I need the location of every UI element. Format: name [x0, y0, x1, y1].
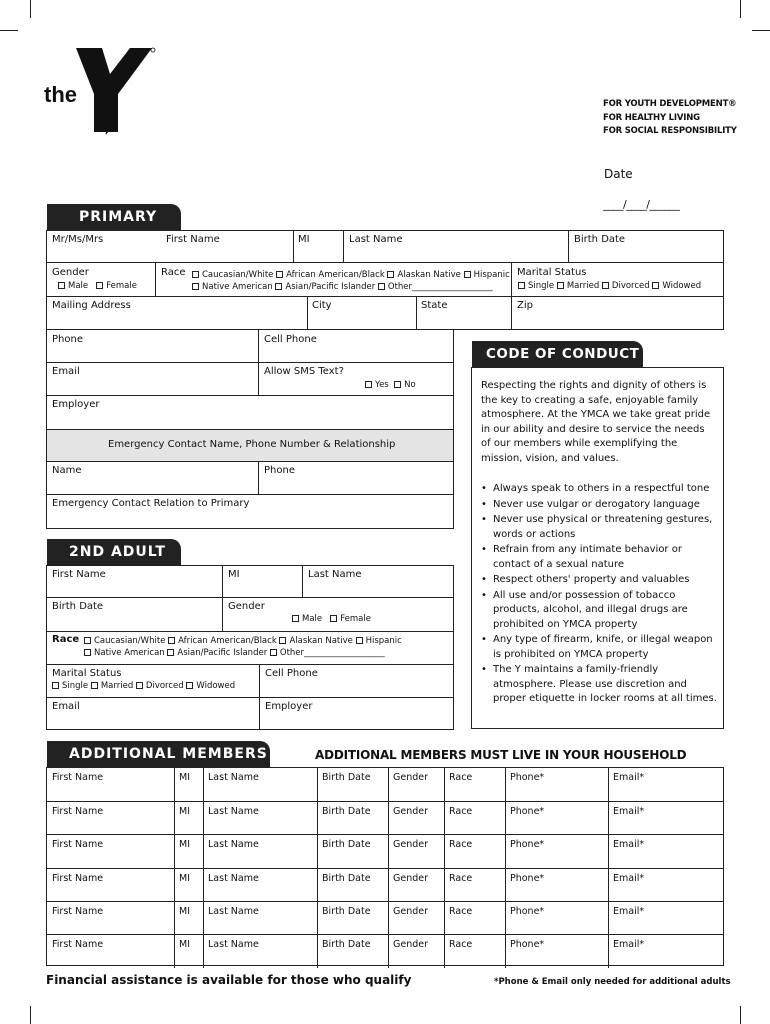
- birth-date-label: Birth Date: [574, 234, 626, 245]
- member-cell-label: Gender: [393, 806, 429, 818]
- male-checkbox[interactable]: [58, 282, 65, 289]
- crop-mark: [740, 1006, 741, 1024]
- additional-members-table: [46, 767, 724, 966]
- member-cell-label: Birth Date: [322, 905, 371, 917]
- divider: [317, 802, 318, 835]
- divider: [505, 802, 506, 835]
- code-of-conduct-rules: [481, 482, 719, 708]
- race-checkbox[interactable]: [356, 637, 363, 644]
- crop-mark: [740, 0, 741, 18]
- member-cell-label: Birth Date: [322, 839, 371, 851]
- race-options-line2: [192, 282, 493, 293]
- divider: [174, 869, 175, 902]
- divider: [174, 935, 175, 968]
- member-cell-label: MI: [179, 872, 190, 884]
- divider: [388, 869, 389, 902]
- divider: [203, 935, 204, 968]
- divider: [46, 664, 454, 665]
- primary-address-row: [46, 297, 724, 330]
- title-field-label: Mr/Ms/Mrs: [52, 234, 104, 245]
- female-checkbox[interactable]: [330, 615, 337, 622]
- state-label: State: [421, 300, 448, 311]
- member-row: [47, 768, 723, 801]
- date-label: Date: [604, 167, 633, 181]
- race-option: Caucasian/White: [94, 636, 166, 646]
- race-option: Caucasian/White: [202, 270, 274, 280]
- member-row: [47, 901, 723, 934]
- member-cell-label: Race: [449, 772, 473, 783]
- divider: [317, 869, 318, 902]
- member-cell-label: First Name: [52, 905, 104, 917]
- member-cell-label: MI: [179, 806, 190, 818]
- member-cell-label: Birth Date: [322, 939, 371, 950]
- divider: [203, 869, 204, 902]
- member-cell-label: Gender: [393, 839, 429, 851]
- divider: [174, 802, 175, 835]
- race-option: Native American: [94, 648, 165, 658]
- female-checkbox[interactable]: [96, 282, 103, 289]
- member-cell-label: Phone*: [510, 839, 545, 851]
- male-checkbox[interactable]: [292, 615, 299, 622]
- divider: [46, 697, 454, 698]
- race-option: Hispanic: [365, 636, 402, 646]
- adult2-gender-label: Gender: [228, 601, 265, 612]
- race-checkbox[interactable]: [275, 283, 282, 290]
- adult2-gender-options: [292, 614, 371, 625]
- no-label: No: [404, 380, 416, 390]
- member-cell-label: Race: [449, 905, 473, 917]
- divider: [505, 935, 506, 968]
- member-cell-label: Phone*: [510, 905, 545, 917]
- divider: [568, 230, 569, 263]
- adult2-email-label: Email: [52, 701, 80, 712]
- member-cell-label: Race: [449, 806, 473, 818]
- divider: [343, 230, 344, 263]
- divider: [505, 768, 506, 801]
- financial-assistance-note: Financial assistance is available for those who qualify: [46, 973, 412, 987]
- race-label: Race: [161, 267, 186, 278]
- marital-option: Single: [528, 281, 555, 291]
- race-option: Hispanic: [473, 270, 510, 280]
- divider: [505, 902, 506, 935]
- conduct-rule: • Any type of firearm, knife, or illegal weapon is prohibited on YMCA property: [481, 633, 719, 662]
- tagline: [603, 98, 737, 139]
- divider: [608, 935, 609, 968]
- member-cell-label: Email*: [613, 872, 645, 884]
- divider: [505, 835, 506, 868]
- member-cell-label: Last Name: [208, 905, 259, 917]
- divider: [46, 494, 454, 495]
- conduct-rule: • Never use vulgar or derogatory language: [481, 498, 719, 513]
- divorced-checkbox[interactable]: [136, 682, 143, 689]
- sms-options: [365, 380, 416, 391]
- member-cell-label: Gender: [393, 939, 429, 950]
- marital-option: Widowed: [196, 681, 236, 691]
- member-cell-label: MI: [179, 839, 190, 851]
- divider: [511, 297, 512, 330]
- divider: [608, 835, 609, 868]
- divider: [203, 902, 204, 935]
- race-checkbox[interactable]: [167, 649, 174, 656]
- member-cell-label: Email*: [613, 806, 645, 818]
- member-cell-label: Phone*: [510, 772, 545, 783]
- race-option: Other___________________: [279, 648, 385, 658]
- emergency-phone-label: Phone: [264, 465, 295, 476]
- conduct-rule: • The Y maintains a family-friendly atmosphere. Please use discretion and proper etiquette in locker rooms at all times.: [481, 663, 719, 707]
- widowed-checkbox[interactable]: [652, 282, 659, 289]
- divider: [608, 768, 609, 801]
- male-label: Male: [68, 281, 89, 291]
- additional-members-tab: ADDITIONAL MEMBERS: [47, 741, 270, 767]
- divider: [388, 835, 389, 868]
- race-checkbox[interactable]: [84, 637, 91, 644]
- member-cell-label: Phone*: [510, 872, 545, 884]
- single-checkbox[interactable]: [52, 682, 59, 689]
- member-cell-label: First Name: [52, 806, 104, 818]
- crop-mark: [0, 30, 18, 31]
- divorced-checkbox[interactable]: [602, 282, 609, 289]
- member-cell-label: Race: [449, 939, 473, 950]
- divider: [46, 362, 454, 363]
- race-checkbox[interactable]: [84, 649, 91, 656]
- race-checkbox[interactable]: [192, 283, 199, 290]
- member-cell-label: MI: [179, 772, 190, 783]
- gender-label: Gender: [52, 267, 89, 278]
- divider: [174, 835, 175, 868]
- divider: [174, 768, 175, 801]
- divider: [444, 768, 445, 801]
- member-cell-label: Phone*: [510, 806, 545, 818]
- member-cell-label: First Name: [52, 872, 104, 884]
- divider: [317, 902, 318, 935]
- conduct-rule: • All use and/or possession of tobacco products, alcohol, and illegal drugs are prohibited on YMCA property: [481, 589, 719, 633]
- date-field[interactable]: ____/____/______: [603, 198, 680, 211]
- race-checkbox[interactable]: [276, 271, 283, 278]
- mailing-address-label: Mailing Address: [52, 300, 131, 311]
- zip-label: Zip: [517, 300, 533, 311]
- household-notice: ADDITIONAL MEMBERS MUST LIVE IN YOUR HOUSEHOLD: [315, 748, 687, 762]
- member-cell-label: Race: [449, 872, 473, 884]
- employer-label: Employer: [52, 399, 100, 410]
- yes-label: Yes: [375, 380, 389, 390]
- member-cell-label: Race: [449, 839, 473, 851]
- race-option: Asian/Pacific Islander: [285, 282, 376, 292]
- marital-option: Widowed: [662, 281, 702, 291]
- divider: [46, 597, 454, 598]
- second-adult-tab: 2ND ADULT: [47, 539, 181, 565]
- member-cell-label: Email*: [613, 905, 645, 917]
- conduct-rule: • Respect others' property and valuables: [481, 573, 719, 588]
- marital-option: Single: [62, 681, 89, 691]
- crop-mark: [752, 30, 770, 31]
- divider: [259, 664, 260, 730]
- tagline-line: FOR HEALTHY LIVING: [603, 112, 700, 123]
- divider: [444, 902, 445, 935]
- divider: [416, 297, 417, 330]
- member-row: [47, 834, 723, 867]
- divider: [293, 230, 294, 263]
- primary-tab: PRIMARY: [47, 204, 181, 230]
- divider: [388, 935, 389, 968]
- phone-email-footnote: *Phone & Email only needed for additional adults: [494, 977, 731, 987]
- member-row: [47, 934, 723, 967]
- race-option: African American/Black: [178, 636, 277, 646]
- divider: [258, 330, 259, 395]
- divider: [203, 835, 204, 868]
- tagline-line: FOR SOCIAL RESPONSIBILITY: [603, 126, 737, 136]
- sms-label: Allow SMS Text?: [264, 366, 344, 377]
- adult2-birth-date-label: Birth Date: [52, 601, 104, 612]
- sms-no-checkbox[interactable]: [394, 381, 401, 388]
- divider: [174, 902, 175, 935]
- widowed-checkbox[interactable]: [186, 682, 193, 689]
- member-cell-label: Phone*: [510, 939, 545, 950]
- race-checkbox[interactable]: [464, 271, 471, 278]
- divider: [505, 869, 506, 902]
- divider: [317, 835, 318, 868]
- divider: [388, 802, 389, 835]
- member-cell-label: Email*: [613, 772, 645, 783]
- member-cell-label: Last Name: [208, 872, 259, 884]
- race-checkbox[interactable]: [387, 271, 394, 278]
- first-name-label: First Name: [166, 234, 220, 245]
- adult2-employer-label: Employer: [265, 701, 313, 712]
- marital-option: Divorced: [145, 681, 184, 691]
- race-checkbox[interactable]: [279, 637, 286, 644]
- emergency-contact-header: Emergency Contact Name, Phone Number & Relationship: [108, 439, 396, 450]
- member-row: [47, 868, 723, 901]
- adult2-mi-label: MI: [228, 569, 240, 580]
- race-checkbox[interactable]: [192, 271, 199, 278]
- race-option: Alaskan Native: [397, 270, 461, 280]
- race-option: Asian/Pacific Islander: [177, 648, 268, 658]
- conduct-rule: • Never use physical or threatening gestures, words or actions: [481, 513, 719, 542]
- city-label: City: [312, 300, 332, 311]
- race-checkbox[interactable]: [270, 649, 277, 656]
- marital-option: Married: [100, 681, 134, 691]
- ymca-logo: [44, 46, 164, 136]
- member-cell-label: Email*: [613, 839, 645, 851]
- divider: [317, 768, 318, 801]
- member-cell-label: Last Name: [208, 806, 259, 818]
- adult2-race-line1: [84, 636, 402, 647]
- divider: [444, 869, 445, 902]
- marital-option: Divorced: [611, 281, 650, 291]
- member-cell-label: Email*: [613, 939, 645, 950]
- race-option: Native American: [202, 282, 273, 292]
- member-cell-label: Birth Date: [322, 872, 371, 884]
- member-cell-label: Birth Date: [322, 772, 371, 783]
- code-of-conduct-tab: CODE OF CONDUCT: [472, 341, 643, 367]
- adult2-marital-options: [52, 681, 235, 692]
- emergency-name-label: Name: [52, 465, 82, 476]
- divider: [444, 802, 445, 835]
- adult2-marital-label: Marital Status: [52, 668, 122, 679]
- divider: [222, 565, 223, 631]
- female-label: Female: [340, 614, 371, 624]
- member-cell-label: Gender: [393, 772, 429, 783]
- divider: [307, 297, 308, 330]
- race-options-line1: [192, 270, 510, 281]
- member-cell-label: Gender: [393, 872, 429, 884]
- last-name-label: Last Name: [349, 234, 403, 245]
- divider: [203, 768, 204, 801]
- tagline-line: FOR YOUTH DEVELOPMENT®: [603, 99, 737, 109]
- race-option: Alaskan Native: [289, 636, 353, 646]
- divider: [388, 768, 389, 801]
- divider: [608, 902, 609, 935]
- member-cell-label: Gender: [393, 905, 429, 917]
- divider: [258, 461, 259, 494]
- married-checkbox[interactable]: [557, 282, 564, 289]
- email-label: Email: [52, 366, 80, 377]
- divider: [155, 263, 156, 297]
- member-cell-label: Birth Date: [322, 806, 371, 818]
- logo-the-text: the: [44, 82, 77, 107]
- divider: [302, 565, 303, 597]
- male-label: Male: [302, 614, 323, 624]
- divider: [608, 869, 609, 902]
- crop-mark: [30, 1006, 31, 1024]
- member-row: [47, 801, 723, 834]
- member-cell-label: MI: [179, 905, 190, 917]
- race-option: Other___________________: [387, 282, 493, 292]
- member-cell-label: Last Name: [208, 772, 259, 783]
- sms-yes-checkbox[interactable]: [365, 381, 372, 388]
- code-of-conduct-intro: Respecting the rights and dignity of others is the key to creating a safe, enjoyable family atmosphere. At the YMCA we take great pride in our ability and desire to service the needs of our members while exemplifying the mission, vision, and values.: [481, 380, 711, 464]
- divider: [46, 395, 454, 396]
- member-cell-label: First Name: [52, 839, 104, 851]
- race-option: African American/Black: [286, 270, 385, 280]
- member-cell-label: First Name: [52, 939, 104, 950]
- divider: [203, 802, 204, 835]
- member-cell-label: First Name: [52, 772, 104, 783]
- adult2-race-label: Race: [52, 634, 80, 645]
- divider: [511, 263, 512, 297]
- conduct-rule: • Always speak to others in a respectful tone: [481, 482, 719, 497]
- mi-label: MI: [298, 234, 310, 245]
- divider: [444, 835, 445, 868]
- married-checkbox[interactable]: [91, 682, 98, 689]
- crop-mark: [30, 0, 31, 18]
- divider: [608, 802, 609, 835]
- marital-status-label: Marital Status: [517, 267, 587, 278]
- adult2-first-name-label: First Name: [52, 569, 106, 580]
- logo-ymca-text: YMCA: [93, 112, 112, 136]
- divider: [444, 935, 445, 968]
- gender-options: [58, 281, 137, 292]
- divider: [46, 631, 454, 632]
- marital-options: [518, 281, 701, 292]
- conduct-rule: • Refrain from any intimate behavior or contact of a sexual nature: [481, 543, 719, 572]
- phone-label: Phone: [52, 334, 83, 345]
- single-checkbox[interactable]: [518, 282, 525, 289]
- member-cell-label: Last Name: [208, 939, 259, 950]
- emergency-relation-label: Emergency Contact Relation to Primary: [52, 498, 250, 509]
- divider: [317, 935, 318, 968]
- cell-phone-label: Cell Phone: [264, 334, 317, 345]
- race-checkbox[interactable]: [378, 283, 385, 290]
- marital-option: Married: [566, 281, 600, 291]
- adult2-race-line2: [84, 648, 385, 659]
- member-cell-label: Last Name: [208, 839, 259, 851]
- divider: [46, 461, 454, 462]
- adult2-cell-phone-label: Cell Phone: [265, 668, 318, 679]
- divider: [388, 902, 389, 935]
- adult2-last-name-label: Last Name: [308, 569, 362, 580]
- female-label: Female: [106, 281, 137, 291]
- member-cell-label: MI: [179, 939, 190, 950]
- race-checkbox[interactable]: [168, 637, 175, 644]
